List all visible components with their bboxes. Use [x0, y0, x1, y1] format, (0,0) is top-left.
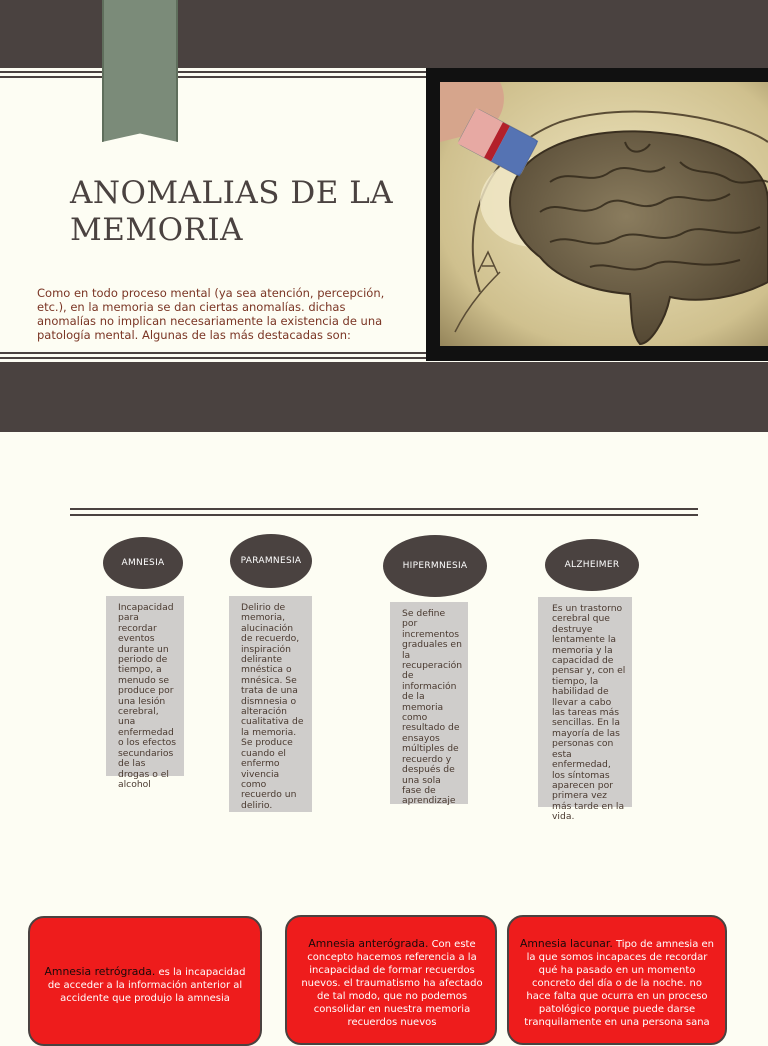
amnesia-type-term: Amnesia anterógrada.	[308, 937, 429, 950]
divider-line	[0, 76, 430, 78]
anomaly-label-hipermnesia: HIPERMNESIA	[383, 535, 487, 597]
amnesia-type-text: Con este concepto hacemos referencia a la incapacidad de formar recuerdos nuevos. el traumatismo ha afectado de tal modo, que no podemos consolidar en nuestra memoria recuerdos nuevos	[301, 939, 483, 1028]
bookmark-ribbon	[102, 0, 178, 142]
anomaly-label-alzheimer: ALZHEIMER	[545, 539, 639, 591]
divider-line	[70, 514, 698, 516]
page-title: ANOMALIAS DE LA MEMORIA	[70, 175, 394, 248]
amnesia-type-term: Amnesia lacunar.	[519, 937, 613, 950]
amnesia-type-text: es la incapacidad de acceder a la información anterior al accidente que produjo la amnesia	[47, 967, 246, 1004]
amnesia-type-anterograde	[285, 915, 497, 1045]
amnesia-type-retrograde	[28, 916, 262, 1046]
divider-line	[0, 71, 430, 73]
anomaly-description-amnesia: Incapacidad para recordar eventos durante un periodo de tiempo, a menudo se produce por una lesión cerebral, una enfermedad o los efectos secundarios de las drogas o el alcohol	[106, 596, 184, 776]
anomaly-description-paramnesia: Delirio de memoria, alucinación de recuerdo, inspiración delirante mnéstica o mnésica. Se trata de una dismnesia o alteración cualitativa de la memoria. Se produce cuando el enfermo vivencia como recuerdo un delirio.	[229, 596, 312, 812]
amnesia-type-lacunar	[507, 915, 727, 1045]
divider-line	[0, 357, 430, 359]
amnesia-type-term: Amnesia retrógrada.	[44, 965, 156, 978]
brain-eraser-photo	[440, 82, 768, 346]
anomaly-description-alzheimer: Es un trastorno cerebral que destruye lentamente la memoria y la capacidad de pensar y, con el tiempo, la habilidad de llevar a cabo las tareas más sencillas. En la mayoría de las personas con esta enfermedad, los síntomas aparecen por primera vez más tarde en la vida.	[538, 597, 632, 807]
divider-line	[0, 352, 430, 354]
anomaly-label-paramnesia: PARAMNESIA	[230, 534, 312, 588]
anomaly-label-amnesia: AMNESIA	[103, 537, 183, 589]
anomaly-description-hipermnesia: Se define por incrementos graduales en la recuperación de información de la memoria como resultado de ensayos múltiples de recuerdo y después de una sola fase de aprendizaje	[390, 602, 468, 804]
amnesia-type-text: Tipo de amnesia en la que somos incapaces de recordar qué ha pasado en un momento concreto del día o de la noche. no hace falta que ocurra en un proceso patológico porque puede darse tranquilamente en una persona sana	[524, 939, 715, 1028]
section-band	[0, 362, 768, 432]
intro-paragraph: Como en todo proceso mental (ya sea atención, percepción, etc.), en la memoria se dan ciertas anomalías. dichas anomalías no implican necesariamente la existencia de una patología mental. Algunas de las más destacadas son:	[37, 286, 385, 342]
divider-line	[70, 508, 698, 510]
